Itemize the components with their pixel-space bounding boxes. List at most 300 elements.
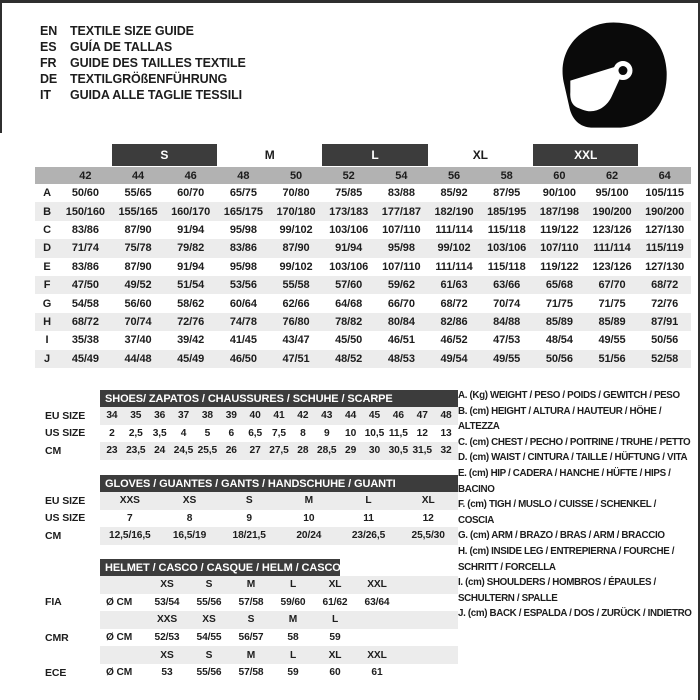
size-value-cell: 95/100 <box>595 187 629 200</box>
shoes-value-cell: 12 <box>416 427 428 439</box>
size-value-cell: 49/52 <box>124 279 152 292</box>
row-key-label: F <box>43 279 51 292</box>
gloves-value-cell: 11 <box>363 512 374 524</box>
shoes-row-values <box>100 442 458 460</box>
size-value-cell: 45/49 <box>177 352 205 365</box>
size-value-cell: 91/94 <box>177 260 205 273</box>
gloves-value-cell: XL <box>421 495 435 507</box>
helmet-standard-label: ECE <box>45 666 67 679</box>
shoes-row-values <box>100 407 458 425</box>
helmet-size-header: XL <box>328 649 342 661</box>
measurement-row-j <box>35 350 691 368</box>
helmet-sizes-values <box>100 646 458 664</box>
helmet-standard-label: FIA <box>45 596 62 609</box>
helmet-value-cell: 58 <box>287 632 299 644</box>
size-value-cell: 79/82 <box>177 242 205 255</box>
size-value-cell: 72/76 <box>651 297 679 310</box>
size-value-cell: 87/95 <box>493 187 521 200</box>
size-group-row <box>35 144 691 166</box>
size-value-cell: 71/74 <box>71 242 99 255</box>
size-value-cell: 76/80 <box>282 315 310 328</box>
diameter-unit-label: Ø CM <box>106 596 133 608</box>
shoes-value-cell: 45 <box>368 410 381 422</box>
size-value-cell: 95/98 <box>387 242 415 255</box>
helmet-size-header: S <box>205 649 213 661</box>
size-value-cell: 71/75 <box>598 297 626 310</box>
gloves-row-values <box>100 492 458 510</box>
helmet-value-cell: 57/58 <box>238 596 264 608</box>
helmet-sizes-row <box>35 611 458 629</box>
guide-title-text: GUIDA ALLE TAGLIE TESSILI <box>70 88 243 102</box>
size-value-cell: 115/119 <box>645 242 684 255</box>
helmet-standard-row-cmr <box>35 629 458 647</box>
size-value-cell: 47/51 <box>282 352 310 365</box>
shoes-value-cell: 10,5 <box>364 427 385 439</box>
shoes-section-title: SHOES/ ZAPATOS / CHAUSSURES / SCHUHE / SCARPE <box>100 390 458 407</box>
helmet-standard-row-fia <box>35 594 458 612</box>
size-value-cell: 51/54 <box>177 279 205 292</box>
size-value-cell: 87/90 <box>124 223 152 236</box>
measurement-row-g <box>35 294 691 312</box>
shoes-value-cell: 30 <box>368 445 381 457</box>
language-row <box>40 87 246 103</box>
size-value-cell: 74/78 <box>229 315 257 328</box>
size-value-cell: 44/48 <box>124 352 152 365</box>
measurement-row-f <box>35 276 691 294</box>
gloves-value-cell: 12 <box>422 512 434 524</box>
shoes-value-cell: 11,5 <box>388 427 408 439</box>
helmet-sizes-row <box>35 576 458 594</box>
size-value-cell: 111/114 <box>435 260 473 273</box>
size-value-cell: 173/183 <box>329 205 369 218</box>
size-value-cell: 72/76 <box>177 315 205 328</box>
row-key-label: D <box>43 242 51 255</box>
size-value-cell: 37/40 <box>124 334 152 347</box>
size-value-cell: 103/106 <box>487 242 527 255</box>
size-value-cell: 107/110 <box>382 223 421 236</box>
size-value-cell: 177/187 <box>381 205 421 218</box>
size-value-cell: 83/86 <box>71 260 99 273</box>
shoes-value-cell: 2,5 <box>128 427 143 439</box>
helmet-value-cell: 55/56 <box>196 596 222 608</box>
size-value-cell: 87/90 <box>282 242 310 255</box>
legend-item: F. (cm) TIGH / MUSLO / CUISSE / SCHENKEL / COSCIA <box>458 499 656 526</box>
shoes-value-cell: 30,5 <box>388 445 409 457</box>
size-value-cell: 60/70 <box>177 187 205 200</box>
size-value-cell: 49/55 <box>493 352 521 365</box>
shoes-value-cell: 35 <box>130 410 142 422</box>
helmet-size-header: L <box>289 579 297 591</box>
size-value-cell: 105/115 <box>645 187 684 200</box>
guide-title-text: GUÍA DE TALLAS <box>70 40 173 54</box>
size-value-cell: 78/82 <box>335 315 363 328</box>
size-value-cell: 111/114 <box>435 223 473 236</box>
size-value-cell: 155/165 <box>118 205 158 218</box>
measurement-row-h <box>35 313 691 331</box>
helmet-size-header: XXL <box>367 649 387 661</box>
gloves-value-cell: 23/26,5 <box>351 530 386 542</box>
size-value-cell: 68/72 <box>71 315 99 328</box>
shoes-row <box>35 407 458 425</box>
helmet-size-header: M <box>246 649 256 661</box>
shoes-value-cell: 4 <box>180 427 187 439</box>
shoes-row-label: EU SIZE <box>45 409 86 422</box>
size-value-cell: 54/58 <box>71 297 99 310</box>
language-row <box>40 23 246 39</box>
gloves-row-values <box>100 510 458 528</box>
language-code: DE <box>40 72 58 86</box>
legend-item: B. (cm) HEIGHT / ALTURA / HAUTEUR / HÖHE / ALTEZZA <box>458 405 662 433</box>
size-value-cell: 75/78 <box>124 242 152 255</box>
size-value-cell: 58/62 <box>177 297 205 310</box>
shoes-value-cell: 26 <box>225 445 237 457</box>
shoes-section <box>35 390 458 460</box>
size-value-cell: 123/126 <box>592 260 632 273</box>
gloves-row-label: EU SIZE <box>45 494 86 507</box>
gloves-value-cell: 9 <box>246 512 252 524</box>
shoes-value-cell: 32 <box>440 445 452 457</box>
size-value-cell: 91/94 <box>335 242 363 255</box>
gloves-value-cell: 25,5/30 <box>411 530 445 542</box>
gloves-section-title: GLOVES / GUANTES / GANTS / HANDSCHUHE / GUANTI <box>100 475 458 492</box>
row-key-label: H <box>43 315 51 328</box>
size-value-cell: 182/190 <box>434 205 474 218</box>
size-value-cell: 68/72 <box>651 279 679 292</box>
helmet-value-cell: 63/64 <box>364 596 390 608</box>
helmet-value-cell: 57/58 <box>238 667 264 679</box>
size-value-cell: 68/72 <box>440 297 468 310</box>
size-value-cell: 70/74 <box>124 315 152 328</box>
gloves-value-cell: 7 <box>127 512 133 524</box>
gloves-section <box>35 475 458 545</box>
gloves-row <box>35 510 458 528</box>
shoes-value-cell: 2 <box>109 427 115 439</box>
size-value-cell: 47/53 <box>493 334 521 347</box>
size-value-cell: 45/49 <box>71 352 99 365</box>
size-column-header: 52 <box>342 169 355 182</box>
size-value-cell: 75/85 <box>335 187 363 200</box>
size-value-cell: 119/122 <box>540 260 579 273</box>
legend-item: J. (cm) BACK / ESPALDA / DOS / ZURÜCK / INDIETRO <box>458 608 692 620</box>
row-key-label: C <box>43 223 51 236</box>
helmet-size-header: M <box>288 614 298 626</box>
row-key-label: J <box>43 352 51 365</box>
size-number-header-row <box>35 167 691 184</box>
helmet-value-cell: 61 <box>371 667 383 679</box>
size-value-cell: 165/175 <box>223 205 263 218</box>
size-column-header: 48 <box>237 169 250 182</box>
legend-item: G. (cm) ARM / BRAZO / BRAS / ARM / BRACCIO <box>458 530 665 542</box>
helmet-size-header: XXL <box>367 579 387 591</box>
size-value-cell: 47/50 <box>71 279 99 292</box>
language-code: EN <box>40 24 58 38</box>
size-value-cell: 107/110 <box>382 260 421 273</box>
helmet-standard-row-ece <box>35 664 458 682</box>
size-value-cell: 95/98 <box>229 260 257 273</box>
helmet-value-cell: 54/55 <box>196 632 222 644</box>
helmet-value-cell: 60 <box>329 667 341 679</box>
measurement-row-c <box>35 221 691 239</box>
gloves-value-cell: L <box>365 495 372 507</box>
helmet-row-label <box>35 611 100 629</box>
size-value-cell: 48/52 <box>335 352 363 365</box>
shoes-value-cell: 23,5 <box>126 445 146 457</box>
size-value-cell: 190/200 <box>592 205 632 218</box>
size-value-cell: 57/60 <box>335 279 363 292</box>
size-value-cell: 60/64 <box>229 297 257 310</box>
size-value-cell: 55/58 <box>282 279 310 292</box>
size-value-cell: 61/63 <box>440 279 468 292</box>
size-value-cell: 91/94 <box>177 223 205 236</box>
shoes-value-cell: 47 <box>416 410 428 422</box>
size-value-cell: 99/102 <box>279 260 313 273</box>
size-value-cell: 67/70 <box>598 279 626 292</box>
row-key-label: E <box>43 260 51 273</box>
size-value-cell: 82/86 <box>440 315 468 328</box>
shoes-value-cell: 38 <box>201 410 213 422</box>
helmet-sizes-row <box>35 646 458 664</box>
shoes-value-cell: 8 <box>300 427 306 439</box>
gloves-value-cell: 16,5/19 <box>172 530 207 542</box>
row-key-label: A <box>43 187 51 200</box>
shoes-value-cell: 6 <box>228 427 235 439</box>
size-value-cell: 119/122 <box>540 223 579 236</box>
size-value-cell: 80/84 <box>387 315 415 328</box>
size-value-cell: 111/114 <box>593 242 631 255</box>
size-column-header: 62 <box>605 169 619 182</box>
size-value-cell: 90/100 <box>542 187 576 200</box>
helmet-size-header: S <box>205 579 213 591</box>
shoes-value-cell: 27,5 <box>269 445 289 457</box>
helmet-sizes-values <box>100 576 458 594</box>
measurement-row-d <box>35 239 691 257</box>
row-key-label: G <box>42 297 52 310</box>
helmet-size-header: XS <box>160 649 174 661</box>
size-column-header: 60 <box>553 169 566 182</box>
size-value-cell: 95/98 <box>229 223 257 236</box>
legend-item: D. (cm) WAIST / CINTURA / TAILLE / HÜFTUNG / VITA <box>458 452 688 464</box>
shoes-value-cell: 25,5 <box>197 445 218 457</box>
size-value-cell: 123/126 <box>592 223 632 236</box>
helmet-size-header: XL <box>328 579 342 591</box>
legend-item: I. (cm) SHOULDERS / HOMBROS / ÉPAULES / SCHULTERN / SPALLE <box>458 577 656 604</box>
size-value-cell: 107/110 <box>540 242 579 255</box>
gloves-row-values <box>100 527 458 545</box>
helmet-section-title: HELMET / CASCO / CASQUE / HELM / CASCO <box>100 559 340 576</box>
language-code: IT <box>40 88 51 102</box>
shoes-value-cell: 44 <box>345 410 357 422</box>
legend-item: C. (cm) CHEST / PECHO / POITRINE / TRUHE / PETTO <box>458 436 691 448</box>
shoes-value-cell: 24 <box>154 445 166 457</box>
size-value-cell: 70/80 <box>282 187 310 200</box>
size-value-cell: 85/89 <box>598 315 626 328</box>
shoes-value-cell: 7,5 <box>272 427 286 439</box>
helmet-sizes-values <box>100 611 458 629</box>
shoes-value-cell: 43 <box>321 410 333 422</box>
language-code: ES <box>40 40 57 54</box>
shoes-value-cell: 31,5 <box>412 445 432 457</box>
row-key-label: B <box>43 205 51 218</box>
shoes-value-cell: 39 <box>225 410 237 422</box>
helmet-row-label <box>35 576 100 594</box>
helmet-value-cell: 56/57 <box>238 632 264 644</box>
shoes-row-values <box>100 425 458 443</box>
helmet-standard-label: CMR <box>45 631 69 644</box>
size-value-cell: 115/118 <box>487 223 526 236</box>
diameter-unit-label: Ø CM <box>106 632 133 644</box>
size-value-cell: 53/56 <box>229 279 257 292</box>
helmet-size-header: XS <box>202 614 216 626</box>
size-value-cell: 55/65 <box>124 187 152 200</box>
size-value-cell: 127/130 <box>645 223 685 236</box>
helmet-size-header: L <box>331 614 339 626</box>
gloves-value-cell: XS <box>182 495 197 507</box>
gloves-value-cell: 8 <box>186 512 193 524</box>
size-value-cell: 170/180 <box>276 205 316 218</box>
size-value-cell: 51/56 <box>598 352 626 365</box>
shoes-value-cell: 28 <box>297 445 309 457</box>
size-value-cell: 65/68 <box>545 279 573 292</box>
size-group-xl: XL <box>472 148 488 162</box>
shoes-value-cell: 29 <box>345 445 357 457</box>
shoes-value-cell: 41 <box>273 410 285 422</box>
size-column-header: 54 <box>395 169 408 182</box>
shoes-value-cell: 13 <box>440 427 452 439</box>
helmet-size-header: S <box>247 614 255 626</box>
size-value-cell: 115/118 <box>487 260 526 273</box>
size-group-xxl: XXL <box>533 144 638 166</box>
size-value-cell: 127/130 <box>645 260 685 273</box>
size-group-m: M <box>264 148 275 162</box>
size-value-cell: 50/60 <box>71 187 99 200</box>
language-row <box>40 71 246 87</box>
helmet-standard-values <box>100 594 458 612</box>
size-value-cell: 85/89 <box>545 315 573 328</box>
size-value-cell: 46/52 <box>440 334 468 347</box>
size-value-cell: 99/102 <box>437 242 471 255</box>
size-value-cell: 190/200 <box>645 205 685 218</box>
guide-title-text: TEXTILE SIZE GUIDE <box>70 24 194 38</box>
shoes-value-cell: 10 <box>345 427 357 439</box>
shoes-value-cell: 36 <box>154 410 166 422</box>
size-value-cell: 185/195 <box>487 205 527 218</box>
size-value-cell: 39/42 <box>177 334 205 347</box>
helmet-value-cell: 59 <box>287 667 299 679</box>
legend-item: A. (Kg) WEIGHT / PESO / POIDS / GEWITCH / PESO <box>458 390 680 401</box>
helmet-standard-values <box>100 664 458 682</box>
shoes-value-cell: 46 <box>392 410 404 422</box>
gloves-value-cell: M <box>304 495 314 507</box>
shoes-value-cell: 48 <box>440 410 452 422</box>
size-value-cell: 48/54 <box>545 334 573 347</box>
helmet-row-label <box>35 646 100 664</box>
size-value-cell: 62/66 <box>282 297 310 310</box>
size-column-header: 64 <box>658 169 671 182</box>
legend-item: H. (cm) INSIDE LEG / ENTREPIERNA / FOURCHE / SCHRITT / FORCELLA <box>458 545 675 573</box>
size-value-cell: 150/160 <box>65 205 105 218</box>
size-value-cell: 103/106 <box>329 260 369 273</box>
frame-edge <box>0 3 2 133</box>
shoes-value-cell: 27 <box>249 445 261 457</box>
shoes-row <box>35 425 458 443</box>
helmet-value-cell: 53/54 <box>154 596 180 608</box>
size-column-header: 44 <box>131 169 145 182</box>
gloves-value-cell: XXS <box>119 495 140 507</box>
size-value-cell: 50/56 <box>651 334 679 347</box>
measurement-row-e <box>35 258 691 276</box>
size-value-cell: 71/75 <box>545 297 573 310</box>
diameter-unit-label: Ø CM <box>106 667 133 679</box>
size-column-header: 58 <box>500 169 513 182</box>
helmet-value-cell: 61/62 <box>322 596 348 608</box>
size-value-cell: 48/53 <box>387 352 415 365</box>
size-value-cell: 83/88 <box>387 187 415 200</box>
guide-title-text: GUIDE DES TAILLES TEXTILE <box>70 56 246 70</box>
size-value-cell: 56/60 <box>124 297 152 310</box>
size-value-cell: 52/58 <box>651 352 679 365</box>
measurement-rows <box>35 184 691 368</box>
helmet-standard-values <box>100 629 458 647</box>
size-value-cell: 43/47 <box>282 334 310 347</box>
size-value-cell: 84/88 <box>493 315 521 328</box>
legend-item: E. (cm) HIP / CADERA / HANCHE / HÜFTE / HIPS / BACINO <box>458 467 671 495</box>
size-value-cell: 46/51 <box>387 334 415 347</box>
size-value-cell: 65/75 <box>229 187 257 200</box>
helmet-value-cell: 59 <box>329 632 341 644</box>
size-column-header: 42 <box>79 169 92 182</box>
size-value-cell: 85/92 <box>440 187 468 200</box>
size-value-cell: 70/74 <box>493 297 521 310</box>
size-value-cell: 64/68 <box>335 297 363 310</box>
size-column-header: 50 <box>289 169 303 182</box>
size-value-cell: 66/70 <box>387 297 415 310</box>
shoes-value-cell: 3,5 <box>152 427 167 439</box>
size-group-s: S <box>112 144 217 166</box>
apparel-size-table <box>35 144 691 368</box>
helmet-size-header: L <box>289 649 297 661</box>
measurement-row-i <box>35 331 691 349</box>
gloves-value-cell: 20/24 <box>296 530 322 542</box>
shoes-value-cell: 34 <box>106 410 118 422</box>
shoes-row <box>35 442 458 460</box>
size-value-cell: 41/45 <box>229 334 257 347</box>
measurement-legend <box>458 388 694 622</box>
gloves-value-cell: 18/21,5 <box>232 530 266 542</box>
gloves-value-cell: S <box>245 495 253 507</box>
size-value-cell: 99/102 <box>279 223 313 236</box>
helmet-value-cell: 55/56 <box>196 667 222 679</box>
gloves-value-cell: 10 <box>303 512 315 524</box>
language-title-list <box>40 23 246 103</box>
helmet-value-cell: 59/60 <box>280 596 306 608</box>
helmet-value-cell: 52/53 <box>154 632 180 644</box>
size-value-cell: 45/50 <box>335 334 363 347</box>
helmet-size-header: M <box>246 579 256 591</box>
helmet-value-cell: 53 <box>161 667 173 679</box>
size-value-cell: 187/198 <box>539 205 579 218</box>
language-code: FR <box>40 56 57 70</box>
size-group-l: L <box>322 144 427 166</box>
shoes-value-cell: 6,5 <box>248 427 263 439</box>
helmet-size-header: XS <box>160 579 174 591</box>
shoes-value-cell: 37 <box>177 410 190 422</box>
shoes-value-cell: 9 <box>323 427 330 439</box>
shoes-row-label: US SIZE <box>45 427 86 440</box>
shoes-value-cell: 42 <box>297 410 309 422</box>
size-value-cell: 83/86 <box>71 223 99 236</box>
gloves-row <box>35 492 458 510</box>
size-value-cell: 59/62 <box>387 279 415 292</box>
